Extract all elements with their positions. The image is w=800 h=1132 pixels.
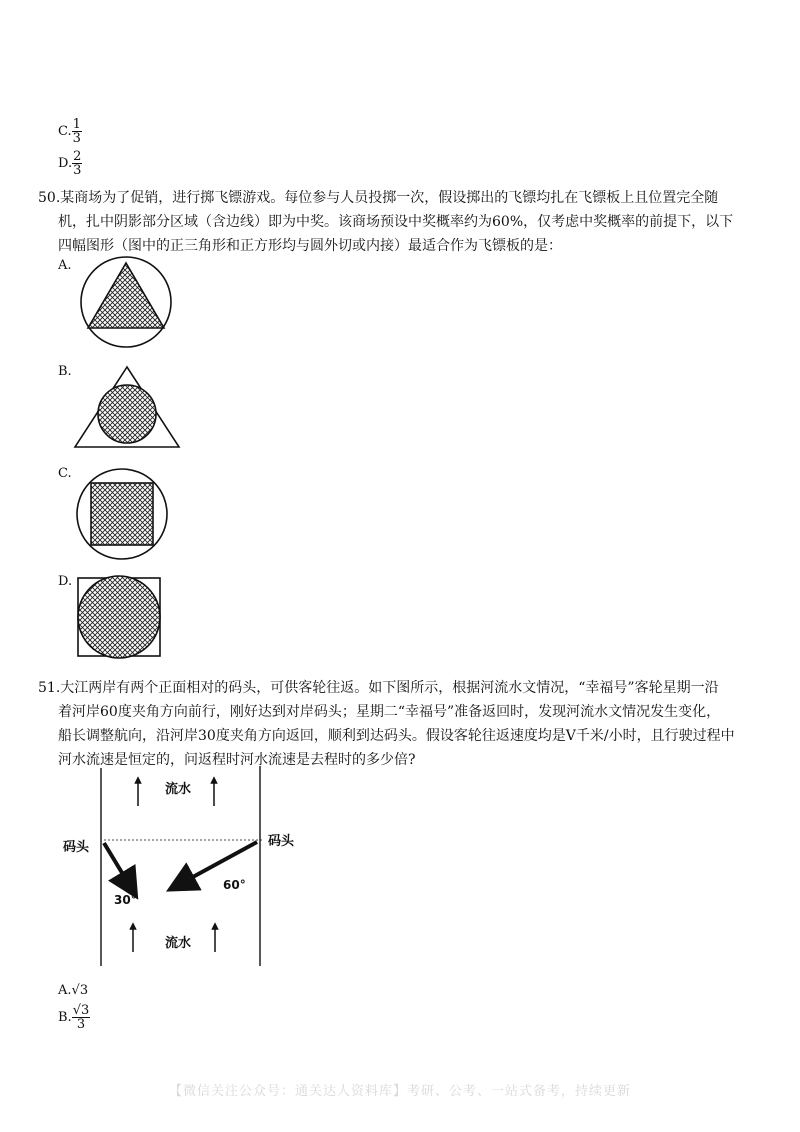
flow-label-top: 流水 bbox=[165, 782, 192, 797]
option-label: B. bbox=[58, 1010, 72, 1025]
option-value: √3 bbox=[71, 983, 89, 998]
fraction: $\frac{2}{3}$ bbox=[73, 149, 82, 178]
option-label: D. bbox=[58, 156, 73, 171]
fraction: $\frac{√3}{3}$ bbox=[72, 1003, 90, 1032]
q51-line-1: 51.大江两岸有两个正面相对的码头，可供客轮往返。如下图所示，根据河流水文情况，“幸福号”客轮星期一沿 bbox=[38, 680, 719, 696]
course-arrow-left bbox=[104, 843, 130, 886]
dock-label-left: 码头 bbox=[63, 840, 90, 855]
dock-label-right: 码头 bbox=[268, 834, 295, 849]
q50-line-3: 四幅图形（图中的正三角形和正方形均与圆外切或内接）最适合作为飞镖板的是： bbox=[58, 238, 562, 254]
option-label: A. bbox=[58, 983, 72, 998]
angle-label-left: 30° bbox=[114, 893, 137, 907]
angle-label-right: 60° bbox=[223, 878, 246, 892]
q51-option-b bbox=[58, 1004, 90, 1031]
option-label: C. bbox=[58, 124, 72, 139]
q51-line-2: 着河岸60度夹角方向前行，刚好达到对岸码头；星期二“幸福号”准备返回时，发现河流水文情况发生变化， bbox=[58, 704, 721, 720]
watermark: 【微信关注公众号：通关达人资料库】考研、公考、一站式备考，持续更新 bbox=[168, 1084, 631, 1099]
flow-label-bottom: 流水 bbox=[165, 936, 192, 951]
q51-line-3: 船长调整航向，沿河岸30度夹角方向返回，顺利到达码头。假设客轮往返速度均是V千米/小时，且行驶过程中 bbox=[58, 728, 735, 744]
q50-option-a-label: A. bbox=[58, 258, 72, 273]
q51-line-4: 河水流速是恒定的，问返程时河水流速是去程时的多少倍? bbox=[58, 752, 416, 768]
q51-option-a bbox=[58, 983, 88, 998]
q50-line-1: 50.某商场为了促销，进行掷飞镖游戏。每位参与人员投掷一次，假设掷出的飞镖均扎在飞镖板上且位置完全随 bbox=[38, 190, 719, 206]
q50-option-b-label: B. bbox=[58, 364, 72, 379]
q50-option-c-label: C. bbox=[58, 466, 72, 481]
fraction: $\frac{1}{3}$ bbox=[72, 117, 81, 146]
q50-option-d-label: D. bbox=[58, 574, 73, 589]
q50-line-2: 机，扎中阴影部分区域（含边线）即为中奖。该商场预设中奖概率约为60%，仅考虑中奖概率的前提下，以下 bbox=[58, 214, 734, 230]
